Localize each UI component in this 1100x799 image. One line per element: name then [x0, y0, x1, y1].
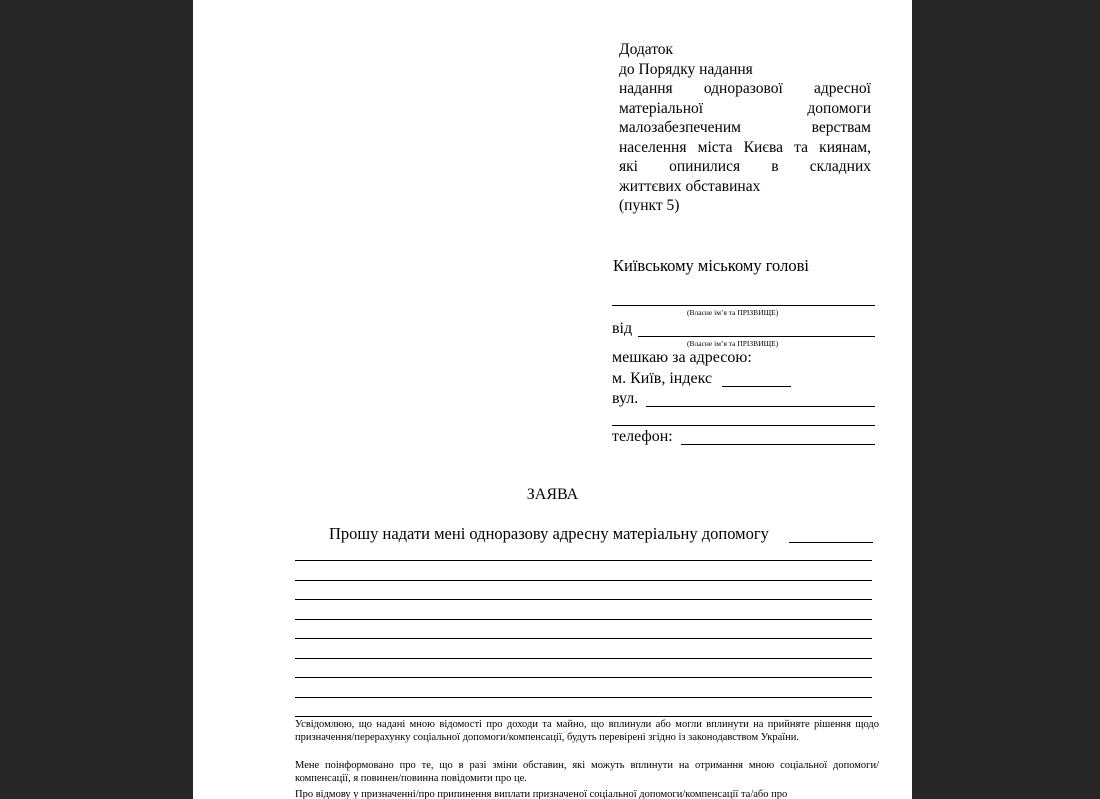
annex-line: надання одноразової адресної	[619, 80, 871, 97]
annex-line: які опинилися в складних	[619, 158, 871, 175]
statement-blank-line[interactable]	[295, 697, 872, 698]
annex-title: Додаток	[619, 41, 674, 58]
addressee-heading: Київському міському голові	[613, 256, 809, 275]
statement-blank-line[interactable]	[295, 638, 872, 639]
residence-label: мешкаю за адресою:	[612, 349, 752, 366]
request-amount-line[interactable]	[789, 542, 873, 543]
phone-label: телефон:	[612, 428, 673, 445]
address-extra-line[interactable]	[612, 425, 875, 426]
note-paragraph: Про відмову у призначенні/про припинення виплати призначеної соціальної допомоги/компенсації та/або про	[295, 789, 788, 799]
annex-line: життєвих обставинах	[619, 177, 761, 195]
city-label: м. Київ, індекс	[612, 370, 713, 387]
statement-blank-line[interactable]	[295, 716, 872, 717]
name-hint: (Власне ім’я та ПРІЗВИЩЕ)	[687, 308, 779, 317]
statement-blank-line[interactable]	[295, 599, 872, 600]
annex-line: матеріальної допомоги	[619, 99, 871, 117]
statement-blank-line[interactable]	[295, 677, 872, 678]
phone-line[interactable]	[681, 444, 875, 445]
annex-block	[619, 40, 871, 216]
name-line[interactable]	[612, 305, 875, 306]
street-label: вул.	[612, 390, 639, 407]
statement-blank-line[interactable]	[295, 619, 872, 620]
annex-line: до Порядку надання	[619, 60, 753, 78]
note-paragraph: Усвідомлюю, що надані мною відомості про доходи та майно, що вплинули або могли вплинути на прийняте рішення щодо призначення/перерахунку соціальної допомоги/компенсації, будуть перевірені згідно із законодавством України.	[295, 719, 879, 743]
annex-line: (пункт 5)	[619, 197, 680, 214]
note-paragraph: Мене поінформовано про те, що в разі зміни обставин, які можуть вплинути на отримання мною соціальної допомоги/компенсації, я повинен/повинна повідомити про це.	[295, 760, 879, 784]
annex-line: малозабезпеченим верствам	[619, 119, 871, 136]
index-line[interactable]	[722, 386, 791, 387]
document-page	[193, 0, 912, 799]
from-label: від	[612, 320, 633, 337]
statement-blank-line[interactable]	[295, 580, 872, 581]
from-hint: (Власне ім’я та ПРІЗВИЩЕ)	[687, 339, 779, 348]
statement-title: ЗАЯВА	[526, 486, 579, 503]
statement-blank-line[interactable]	[295, 658, 872, 659]
request-text: Прошу надати мені одноразову адресну матеріальну допомогу	[329, 524, 769, 543]
from-line[interactable]	[638, 336, 875, 337]
statement-blank-line[interactable]	[295, 560, 872, 561]
street-line[interactable]	[646, 406, 875, 407]
annex-line: населення міста Києва та киянам,	[619, 138, 871, 156]
